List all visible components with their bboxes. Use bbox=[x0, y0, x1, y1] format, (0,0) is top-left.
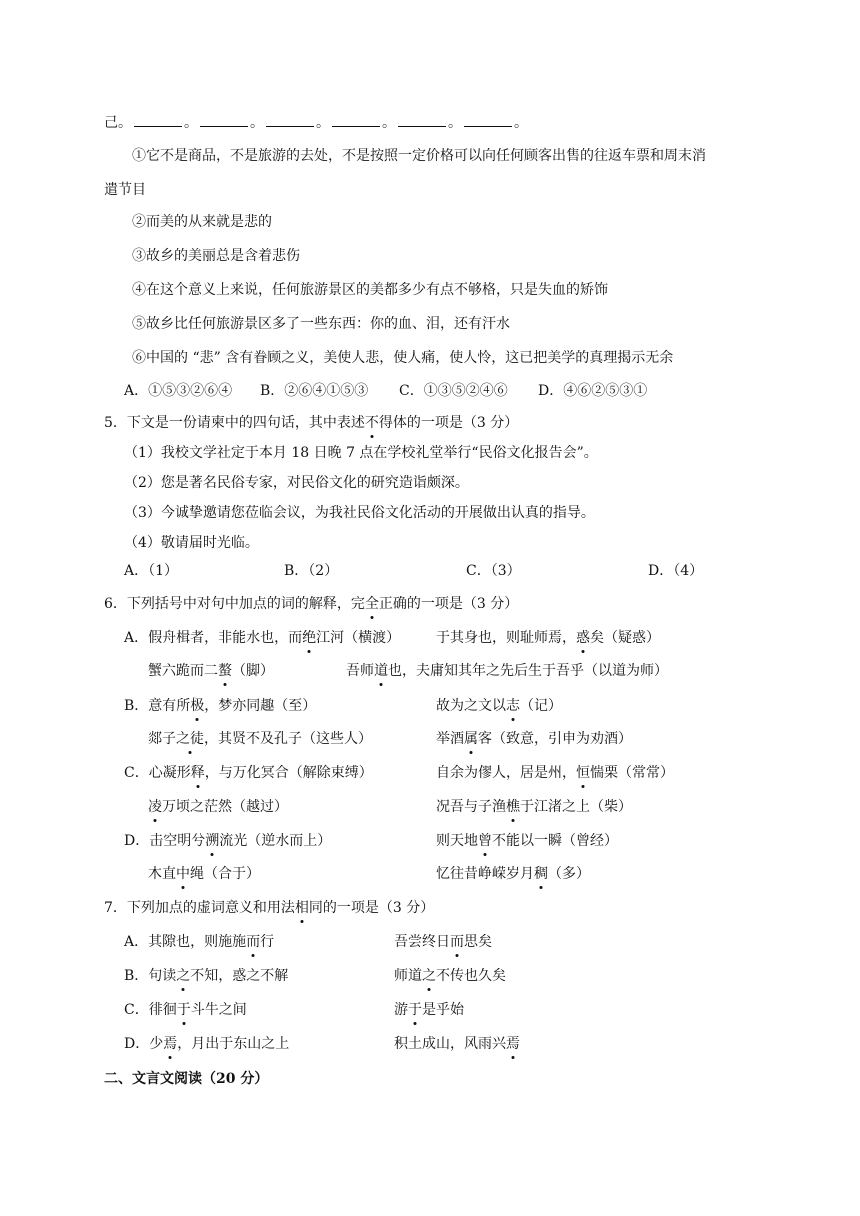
q6-option-b-line1[interactable] bbox=[124, 696, 316, 716]
q4-option-c[interactable]: C．①③⑤②④⑥ bbox=[399, 383, 508, 399]
text: 则天地 bbox=[436, 833, 478, 849]
text: 客（致意，引申为劝酒） bbox=[478, 731, 632, 747]
dotted-word: 焉 bbox=[506, 1036, 520, 1052]
dotted-word: 之 bbox=[422, 968, 436, 984]
q6-option-a-line1[interactable] bbox=[124, 628, 400, 648]
q4-item-3: ③故乡的美丽总是含着悲伤 bbox=[132, 248, 300, 264]
text: ，其贤不及孔子（这些人） bbox=[204, 731, 372, 747]
q4-item-5: ⑤故乡比任何旅游景区多了一些东西：你的血、泪，还有汗水 bbox=[132, 316, 510, 332]
text: C．徘徊 bbox=[124, 1002, 177, 1018]
q7-stem-text-end: 同的一项是（3 分） bbox=[308, 900, 435, 916]
q6-stem-dotted: 全 bbox=[364, 596, 379, 612]
text: 积土成山，风雨兴 bbox=[394, 1036, 506, 1052]
text: 郯子 bbox=[148, 731, 176, 747]
dotted-word: 属 bbox=[464, 731, 478, 747]
q6-option-a-line1-right bbox=[436, 628, 660, 648]
text: 矣（疑惑） bbox=[590, 630, 660, 646]
text: 吾尝终日 bbox=[394, 934, 450, 950]
text: ，与万化冥合（解除束缚） bbox=[204, 765, 373, 781]
answer-blank-4[interactable] bbox=[332, 112, 380, 127]
dotted-word: 凌 bbox=[148, 799, 162, 815]
dotted-word: 樵 bbox=[506, 799, 520, 815]
text: B．意有所 bbox=[124, 698, 191, 714]
dotted-word: 之 bbox=[176, 968, 191, 984]
q4-option-d[interactable]: D．④⑥②⑤③① bbox=[538, 383, 648, 399]
text: 木直 bbox=[148, 866, 176, 882]
q6-option-a-line2-right bbox=[346, 661, 668, 681]
text: 自余为僇人，居是州， bbox=[436, 765, 576, 781]
text: 是乎始 bbox=[422, 1002, 464, 1018]
text: 斗牛之间 bbox=[190, 1002, 247, 1018]
text: 况吾与子渔 bbox=[436, 799, 506, 815]
q6-option-d-line2-right bbox=[436, 864, 590, 884]
dotted-word: 焉 bbox=[163, 1036, 178, 1052]
q4-option-d-wrap bbox=[538, 381, 647, 401]
q5-sentence-4: （4）敬请届时光临。 bbox=[124, 535, 259, 551]
text: 万顷之茫然（越过） bbox=[162, 799, 288, 815]
q7-option-a-left[interactable] bbox=[124, 932, 274, 952]
text: 于江渚之上（柴） bbox=[520, 799, 632, 815]
dotted-word: 于 bbox=[408, 1002, 422, 1018]
q7-stem-dotted: 相 bbox=[294, 900, 309, 916]
text: （多） bbox=[548, 866, 590, 882]
q5-stem bbox=[104, 413, 518, 433]
q4-item-6: ⑥中国的 “悲” 含有眷顾之义，美使人悲，使人痛，使人怜，这已把美学的真理揭示无余 bbox=[132, 350, 674, 366]
period: 。 bbox=[448, 115, 462, 131]
q4-option-b[interactable]: B．②⑥④①⑤③ bbox=[260, 383, 369, 399]
dotted-word: 极 bbox=[190, 698, 205, 714]
text: 不传也久矣 bbox=[436, 968, 506, 984]
text: 游 bbox=[394, 1002, 408, 1018]
dotted-word: 惑 bbox=[576, 630, 590, 646]
q5-sentence-1: （1）我校文学社定于本月 18 日晚 7 点在学校礼堂举行“民俗文化报告会”。 bbox=[124, 445, 598, 461]
q5-stem-dotted: 不 bbox=[364, 415, 379, 431]
dotted-word: 之徒 bbox=[176, 731, 204, 747]
q6-stem-text-end: 正确的一项是（3 分） bbox=[378, 596, 519, 612]
dotted-word: 曾 bbox=[478, 833, 492, 849]
text: 举酒 bbox=[436, 731, 464, 747]
text: （记） bbox=[520, 698, 562, 714]
text: B．句读 bbox=[124, 968, 177, 984]
dotted-word: 螯 bbox=[218, 663, 232, 679]
q6-option-d-line1-right bbox=[436, 831, 618, 851]
text: 故为之文以 bbox=[436, 698, 506, 714]
q6-option-c-line2 bbox=[148, 797, 288, 817]
text: 于其身也，则耻师焉， bbox=[436, 630, 576, 646]
answer-blank-5[interactable] bbox=[398, 112, 446, 127]
q6-stem-text: 6．下列括号中对句中加点的词的解释，完 bbox=[104, 596, 365, 612]
dotted-word: 而 bbox=[450, 934, 464, 950]
q4-options bbox=[124, 381, 232, 401]
period: 。 bbox=[316, 115, 330, 131]
q5-stem-text-end: 得体的一项是（3 分） bbox=[378, 415, 519, 431]
text: ，月出于东山之上 bbox=[177, 1036, 290, 1052]
q6-option-d-line1[interactable] bbox=[124, 831, 331, 851]
answer-blank-6[interactable] bbox=[464, 112, 512, 127]
q6-stem bbox=[104, 594, 518, 614]
q7-option-b-right bbox=[394, 966, 506, 986]
text: 不知，惑之不解 bbox=[190, 968, 289, 984]
q5-sentence-3: （3）今诚挚邀请您莅临会议，为我社民俗文化活动的开展做出认真的指导。 bbox=[124, 505, 595, 521]
q5-option-a[interactable]: A．（1） bbox=[124, 563, 179, 579]
period: 。 bbox=[250, 115, 264, 131]
q7-stem bbox=[104, 898, 434, 918]
section-heading: 二、文言文阅读（20 分） bbox=[104, 1071, 269, 1087]
text: 也，夫庸知其年之先后生于吾乎（以道为师） bbox=[388, 663, 668, 679]
dotted-word: 稠 bbox=[534, 866, 548, 882]
dotted-word: 恒 bbox=[576, 765, 590, 781]
text: ，梦亦同趣（至） bbox=[204, 698, 317, 714]
period: 。 bbox=[514, 115, 528, 131]
q7-option-c-left[interactable] bbox=[124, 1000, 247, 1020]
dotted-word: 志 bbox=[506, 698, 520, 714]
q6-option-b-line1-right bbox=[436, 696, 562, 716]
text: D．少 bbox=[124, 1036, 164, 1052]
text: 惴栗（常常） bbox=[590, 765, 674, 781]
dotted-word: 中 bbox=[176, 866, 190, 882]
q4-option-a[interactable]: A．①⑤③②⑥④ bbox=[124, 383, 233, 399]
q6-option-b-line2 bbox=[148, 729, 372, 749]
answer-blank-3[interactable] bbox=[266, 112, 314, 127]
text: A．假舟楫者，非能水也，而 bbox=[124, 630, 303, 646]
text: 吾师 bbox=[346, 663, 374, 679]
dotted-word: 绝 bbox=[302, 630, 317, 646]
text: 思矣 bbox=[464, 934, 492, 950]
q5-option-d[interactable]: D．（4） bbox=[648, 563, 704, 579]
text: （脚） bbox=[232, 663, 274, 679]
answer-blank-1[interactable] bbox=[134, 112, 182, 127]
q6-option-c-line1-right bbox=[436, 763, 674, 783]
q7-option-d-left[interactable] bbox=[124, 1034, 289, 1054]
text: 江河（横渡） bbox=[316, 630, 401, 646]
q5-option-a-wrap bbox=[124, 561, 178, 581]
text: 行 bbox=[260, 934, 275, 950]
text: 忆往昔峥嵘岁月 bbox=[436, 866, 534, 882]
dotted-word: 道 bbox=[374, 663, 388, 679]
period: 。 bbox=[184, 115, 198, 131]
q4-option-c-wrap bbox=[399, 381, 508, 401]
q4-item-1: ①它不是商品，不是旅游的去处，不是按照一定价格可以向任何顾客出售的往返车票和周末消 bbox=[132, 148, 706, 164]
q7-option-a-right bbox=[394, 932, 492, 952]
q5-stem-text: 5．下文是一份请柬中的四句话，其中表述 bbox=[104, 415, 365, 431]
text: 绳（合于） bbox=[190, 866, 260, 882]
dotted-word: 释 bbox=[190, 765, 205, 781]
q4-item-1-cont: 遣节目 bbox=[104, 182, 146, 198]
q4-option-b-wrap bbox=[260, 381, 368, 401]
text: C．心凝形 bbox=[124, 765, 191, 781]
text: 不能以一瞬（曾经） bbox=[492, 833, 618, 849]
dotted-word: 而 bbox=[246, 934, 261, 950]
q6-option-d-line2 bbox=[148, 864, 260, 884]
text: 师道 bbox=[394, 968, 422, 984]
q5-option-b-wrap bbox=[284, 561, 338, 581]
q6-option-c-line1[interactable] bbox=[124, 763, 373, 783]
q7-option-b-left[interactable] bbox=[124, 966, 288, 986]
answer-blank-2[interactable] bbox=[200, 112, 248, 127]
q6-option-b-line2-right bbox=[436, 729, 632, 749]
q5-option-b[interactable]: B．（2） bbox=[284, 563, 339, 579]
q5-sentence-2: （2）您是著名民俗专家，对民俗文化的研究造诣颇深。 bbox=[124, 475, 469, 491]
q7-option-c-right bbox=[394, 1000, 464, 1020]
text: 流光（逆水而上） bbox=[219, 833, 332, 849]
q4-blanks-line bbox=[104, 112, 528, 133]
q6-option-c-line2-right bbox=[436, 797, 632, 817]
period: 。 bbox=[382, 115, 396, 131]
q5-option-d-wrap bbox=[648, 561, 703, 581]
text: A．其隙也，则施施 bbox=[124, 934, 247, 950]
q4-item-4: ④在这个意义上来说，任何旅游景区的美都多少有点不够格，只是失血的矫饰 bbox=[132, 282, 608, 298]
dotted-word: 于 bbox=[176, 1002, 191, 1018]
q6-option-a-line2 bbox=[148, 661, 274, 681]
q4-item-2: ②而美的从来就是悲的 bbox=[132, 214, 272, 230]
text: 蟹六跪而二 bbox=[148, 663, 218, 679]
q7-option-d-right bbox=[394, 1034, 520, 1054]
q5-option-c-wrap bbox=[466, 561, 521, 581]
q4-prefix: 己。 bbox=[104, 115, 132, 131]
q7-stem-text: 7．下列加点的虚词意义和用法 bbox=[104, 900, 295, 916]
text: D．击空明兮 bbox=[124, 833, 206, 849]
dotted-word: 溯 bbox=[205, 833, 220, 849]
q5-option-c[interactable]: C．（3） bbox=[466, 563, 521, 579]
